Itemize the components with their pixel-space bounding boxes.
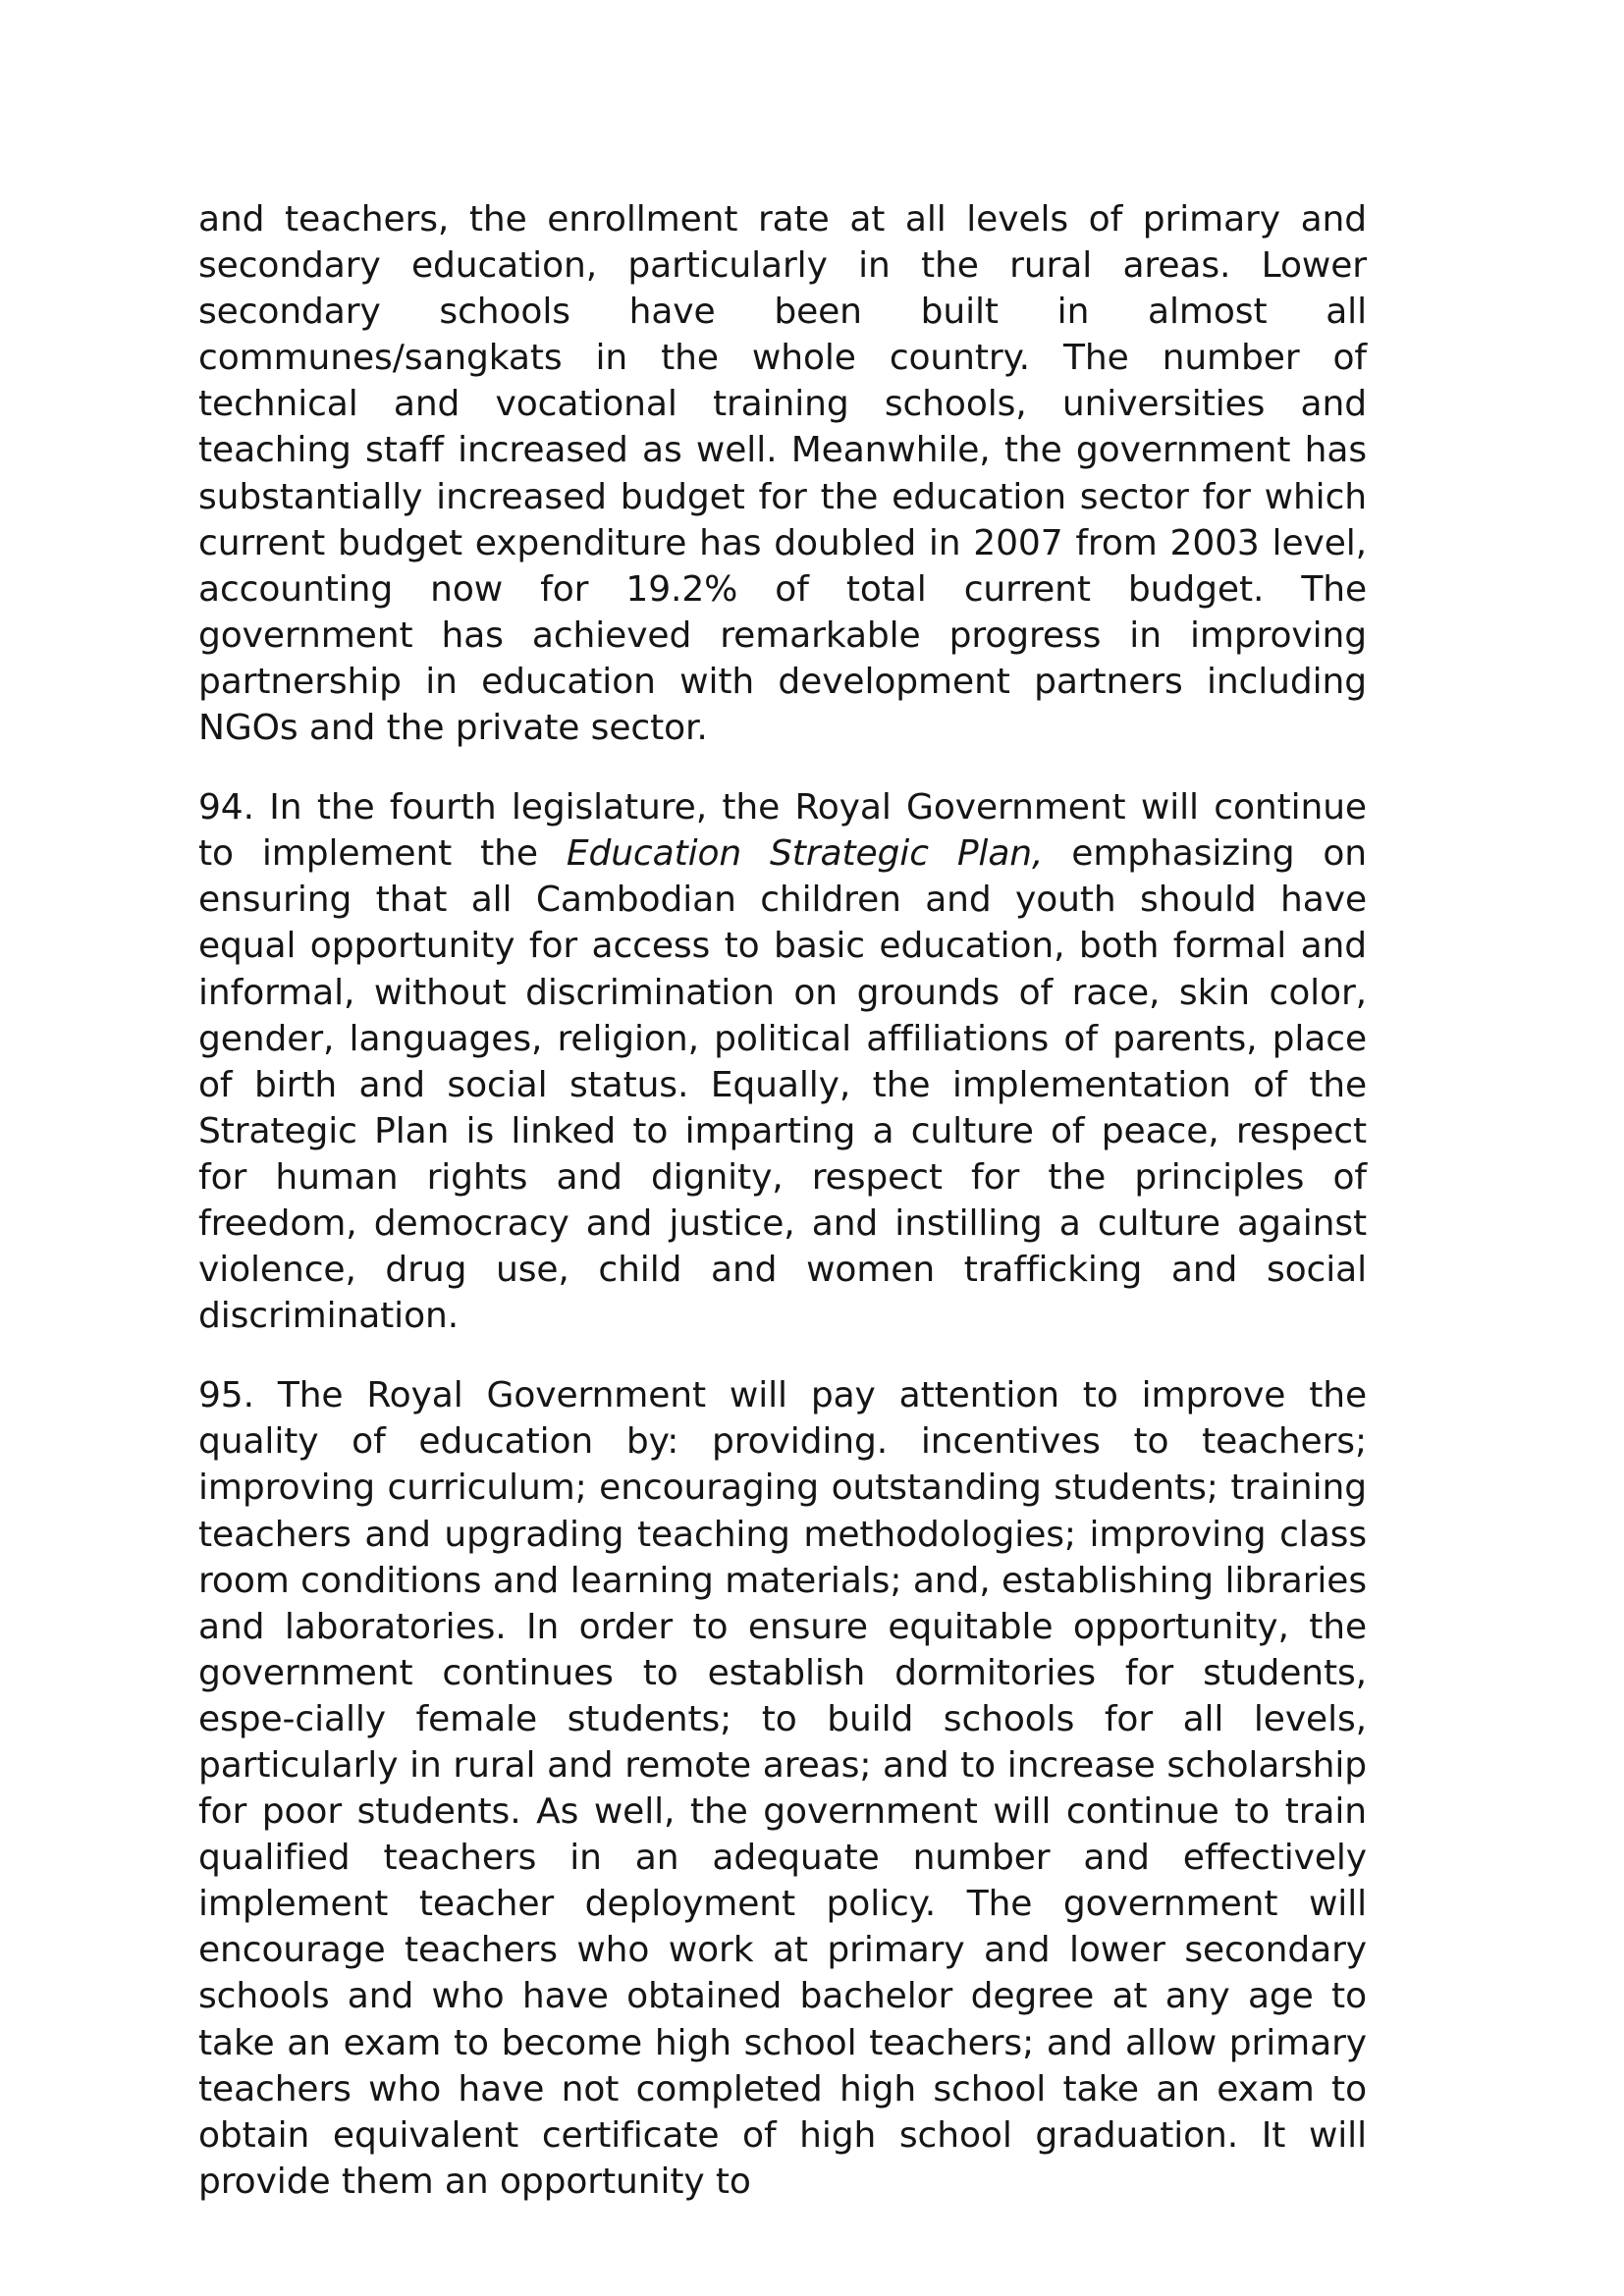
paragraph-continuation: and teachers, the enrollment rate at all levels of primary and secondary education, particularly in the rural areas. Lower secondary schools have been built in almost all communes/sangkats in the whole country. The number of technical and vocational training schools, universities and teaching staff increased as well. Meanwhile, the government has substantially increased budget for the education sector for which current budget expenditure has doubled in 2007 from 2003 level, accounting now for 19.2% of total current budget. The government has achieved remarkable progress in improving partnership in education with development partners including NGOs and the private sector. xyxy=(198,199,1367,749)
plan-title-italic: Education Strategic Plan, xyxy=(566,833,1044,875)
paragraph-94-lead: 94. In the fourth legislature, the Royal Government will continue to implement the xyxy=(198,787,1367,875)
paragraph-94 xyxy=(198,784,1367,1339)
paragraph-94-body: emphasizing on ensuring that all Cambodian children and youth should have equal opportunity for access to basic education, both formal and informal, without discrimination on grounds of race, skin color, gender, languages, religion, political affiliations of parents, place of birth and social status. Equally, the implementation of the Strategic Plan is linked to imparting a culture of peace, respect for human rights and dignity, respect for the principles of freedom, democracy and justice, and instilling a culture against violence, drug use, child and women trafficking and social discrimination. xyxy=(198,833,1368,1337)
paragraph-95: 95. The Royal Government will pay attention to improve the quality of education by: providing. incentives to teachers; improving curriculum; encouraging outstanding students; training teachers and upgrading teaching methodologies; improving class room conditions and learning materials; and, establishing libraries and laboratories. In order to ensure equitable opportunity, the government continues to establish dormitories for students, espe-cially female students; to build schools for all levels, particularly in rural and remote areas; and to increase scholarship for poor students. As well, the government will continue to train qualified teachers in an adequate number and effectively implement teacher deployment policy. The government will encourage teachers who work at primary and lower secondary schools and who have obtained bachelor degree at any age to take an exam to become high school teachers; and allow primary teachers who have not completed high school take an exam to obtain equivalent certificate of high school graduation. It will provide them an opportunity to xyxy=(198,1375,1367,2202)
document-page xyxy=(198,196,1367,2238)
